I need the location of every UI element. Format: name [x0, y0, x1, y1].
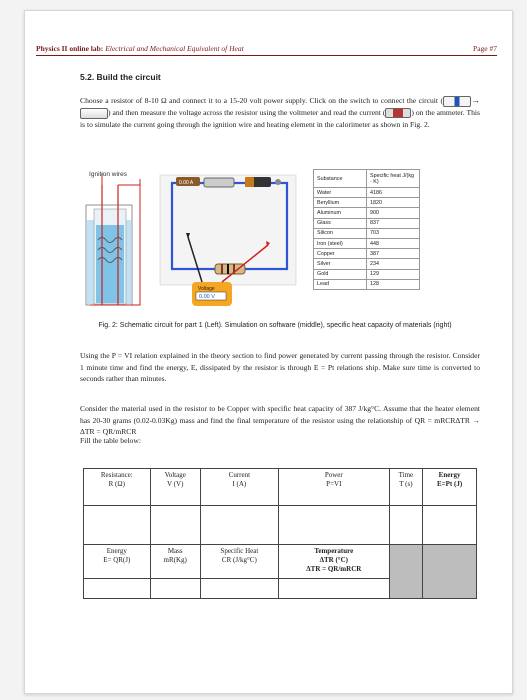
table-row: [314, 228, 420, 238]
header-power: Power P=VI: [278, 469, 389, 506]
input-temperature[interactable]: [278, 579, 389, 599]
table-row: [84, 469, 477, 506]
header-resistance: Resistance: R (Ω): [84, 469, 151, 506]
table-row: [84, 545, 477, 579]
table-row: [314, 198, 420, 208]
fill-table-label: Fill the table below:: [80, 436, 141, 445]
table-cell: 703: [367, 228, 420, 238]
copper-paragraph: Consider the material used in the resistor to be Copper with specific heat capacity of 387 J/kg°C. Assume that the heater element has 20-30 grams (0.02-0.03Kg) mass and find the final temperature of the resistor using the relationship of QR = mRCRΔTR → ΔTR = QR/mRCR: [80, 404, 480, 436]
table-cell: Silicon: [314, 228, 367, 238]
header-page-number: Page #7: [473, 44, 497, 53]
table-row: [84, 506, 477, 545]
arrow-right-icon: →: [471, 95, 480, 105]
table-cell: Copper: [314, 249, 367, 259]
voltage-title: Voltage: [198, 286, 215, 292]
ammeter-reading: 0.00 A: [179, 180, 194, 186]
table-cell: Aluminum: [314, 208, 367, 218]
table-cell: Beryllium: [314, 198, 367, 208]
table-cell: 129: [367, 269, 420, 279]
header-current: Current I (A): [200, 469, 278, 506]
table-cell: 234: [367, 259, 420, 269]
header-voltage: Voltage V (V): [150, 469, 200, 506]
table-cell: 128: [367, 279, 420, 289]
ignition-label: Ignition wires: [89, 171, 127, 178]
table-row: [314, 249, 420, 259]
header-course: Physics II online lab: Electrical and Mechanical Equivalent of Heat: [36, 44, 244, 53]
table-row: [314, 269, 420, 279]
circuit-illustration: [80, 165, 485, 320]
table-cell: Gold: [314, 269, 367, 279]
switch-device: [204, 178, 234, 187]
table-row: [314, 218, 420, 228]
power-paragraph: Using the P = VI relation explained in the theory section to find power generated by current passing through the resistor. Consider 1 minute time and find the energy, E, dissipated by the resistor is through E = Pt relations ship. Make sure time is converted to seconds rather than minutes.: [80, 351, 480, 383]
table-row: [314, 188, 420, 198]
spec-header-substance: Substance: [314, 170, 367, 188]
table-row: [314, 238, 420, 248]
table-cell: Iron (steel): [314, 238, 367, 248]
shaded-cell: [389, 545, 422, 599]
table-cell: 387: [367, 249, 420, 259]
input-voltage[interactable]: [150, 506, 200, 545]
header-time: Time T (s): [389, 469, 422, 506]
table-cell: 448: [367, 238, 420, 248]
table-cell: 900: [367, 208, 420, 218]
table-cell: Silver: [314, 259, 367, 269]
table-row: [314, 279, 420, 289]
resistor-device: [215, 264, 245, 274]
input-current[interactable]: [200, 506, 278, 545]
table-cell: Glass: [314, 218, 367, 228]
input-mass[interactable]: [150, 579, 200, 599]
table-cell: Water: [314, 188, 367, 198]
results-table: [83, 468, 477, 599]
header-energy: Energy E=Pt (J): [423, 469, 477, 506]
input-resistance[interactable]: [84, 506, 151, 545]
input-power[interactable]: [278, 506, 389, 545]
spec-header-heat: Specific heat J/(kg · K): [367, 170, 420, 188]
switch-closed-icon[interactable]: [80, 108, 108, 119]
instruction-paragraph: Choose a resistor of 8-10 Ω and connect it to a 15-20 volt power supply. Click on the switch to connect the circuit ( →) and then measure the voltage across the resistor using the voltmeter and read the current ( ) on the ammeter. This is to simulate the current going through the ignition wire and heating element in the calorimeter as shown in Fig. 2.: [80, 95, 480, 129]
input-energy[interactable]: [423, 506, 477, 545]
specific-heat-table: [313, 169, 420, 290]
simulation-board: [160, 175, 296, 306]
header-mass: Mass mR(Kg): [150, 545, 200, 579]
input-energy-q[interactable]: [84, 579, 151, 599]
figure-circuit: [80, 165, 485, 320]
input-specific-heat[interactable]: [200, 579, 278, 599]
ammeter-icon[interactable]: [385, 108, 411, 118]
switch-icon[interactable]: [443, 96, 471, 107]
calorimeter-icon: [86, 185, 132, 305]
shaded-cell: [423, 545, 477, 599]
table-cell: 1820: [367, 198, 420, 208]
section-title: 5.2. Build the circuit: [80, 72, 161, 82]
header-energy-q: Energy E= QR(J): [84, 545, 151, 579]
header-temperature: Temperature ΔTR (°C) ΔTR = QR/mRCR: [278, 545, 389, 579]
table-row: [314, 208, 420, 218]
figure-caption: Fig. 2: Schematic circuit for part 1 (Left). Simulation on software (middle), specific heat capacity of materials (right): [98, 322, 452, 329]
header-rule: [36, 55, 497, 56]
table-row: [314, 259, 420, 269]
voltage-reading: 0.00 V: [199, 294, 215, 300]
input-time[interactable]: [389, 506, 422, 545]
table-cell: 837: [367, 218, 420, 228]
table-cell: 4186: [367, 188, 420, 198]
table-cell: Lead: [314, 279, 367, 289]
header-specific-heat: Specific Heat CR (J/kg°C): [200, 545, 278, 579]
